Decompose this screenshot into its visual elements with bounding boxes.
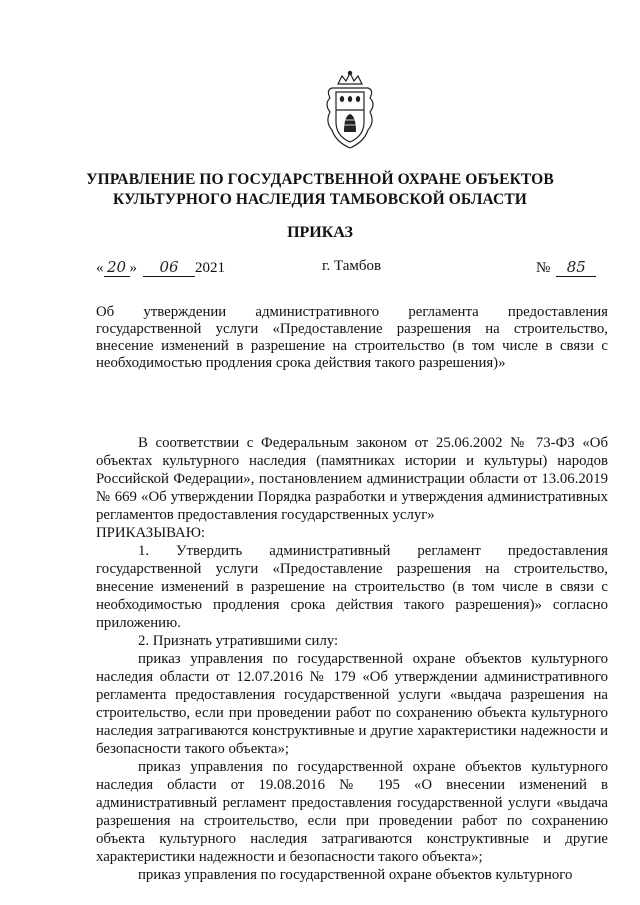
organization-name-line1: УПРАВЛЕНИЕ ПО ГОСУДАРСТВЕННОЙ ОХРАНЕ ОБЪЕКТОВ <box>86 171 554 188</box>
organization-name-line2: КУЛЬТУРНОГО НАСЛЕДИЯ ТАМБОВСКОЙ ОБЛАСТИ <box>113 191 527 208</box>
order-number <box>536 258 596 277</box>
date-year: 2021 <box>195 260 225 276</box>
order-subject: Об утверждении административного регламента предоставления государственной услуги «Предоставление разрешения на строительство, внесение изменений в разрешение на строительство (в том числе в связи с необходимостью продления срока действия такого разрешения)» <box>96 304 608 371</box>
date-close-quote: » <box>129 260 137 276</box>
date-open-quote: « <box>96 260 104 276</box>
order-body <box>96 434 608 884</box>
date-day: 20 <box>104 258 130 277</box>
date-month: 06 <box>143 258 195 277</box>
number-value: 85 <box>556 258 596 277</box>
item-2b-paragraph: приказ управления по государственной охране объектов культурного наследия области от 19.08.2016 № 195 «О внесении изменений в административный регламент предоставления государственной услуги «выдача разрешения на строительство, если при проведении работ по сохранению объекта культурного наследия затрагиваются конструктивные и другие характеристики надежности и безопасности такого объекта»; <box>96 759 608 865</box>
number-label: № <box>536 260 551 276</box>
preamble-paragraph: В соответствии с Федеральным законом от 25.06.2002 № 73-ФЗ «Об объектах культурного наследия (памятниках истории и культуры) народов Российской Федерации», постановлением администрации области от 13.06.2019 № 669 «Об утверждении Порядка разработки и утверждения административных регламентов предоставления государственных услуг» <box>96 435 608 523</box>
item-2c-paragraph: приказ управления по государственной охране объектов культурного <box>138 867 573 883</box>
order-date <box>96 258 225 277</box>
order-city: г. Тамбов <box>322 258 382 274</box>
item-2-paragraph: 2. Признать утратившими силу: <box>138 633 339 649</box>
item-2a-paragraph: приказ управления по государственной охране объектов культурного наследия области от 12.07.2016 № 179 «Об утверждении административного регламента предоставления государственной услуги «выдача разрешения на строительство, если при проведении работ по сохранению объекта культурного наследия затрагиваются конструктивные и другие характеристики надежности и безопасности такого объекта»; <box>96 651 608 757</box>
item-1-paragraph: 1. Утвердить административный регламент предоставления государственной услуги «Предоставление разрешения на строительство, внесение изменений в разрешение на строительство (в том числе в связи с необходимостью продления срока действия такого разрешения)» согласно приложению. <box>96 543 608 631</box>
coat-of-arms-emblem <box>322 70 378 152</box>
order-word: ПРИКАЗЫВАЮ: <box>96 525 206 541</box>
document-title: ПРИКАЗ <box>287 224 353 241</box>
